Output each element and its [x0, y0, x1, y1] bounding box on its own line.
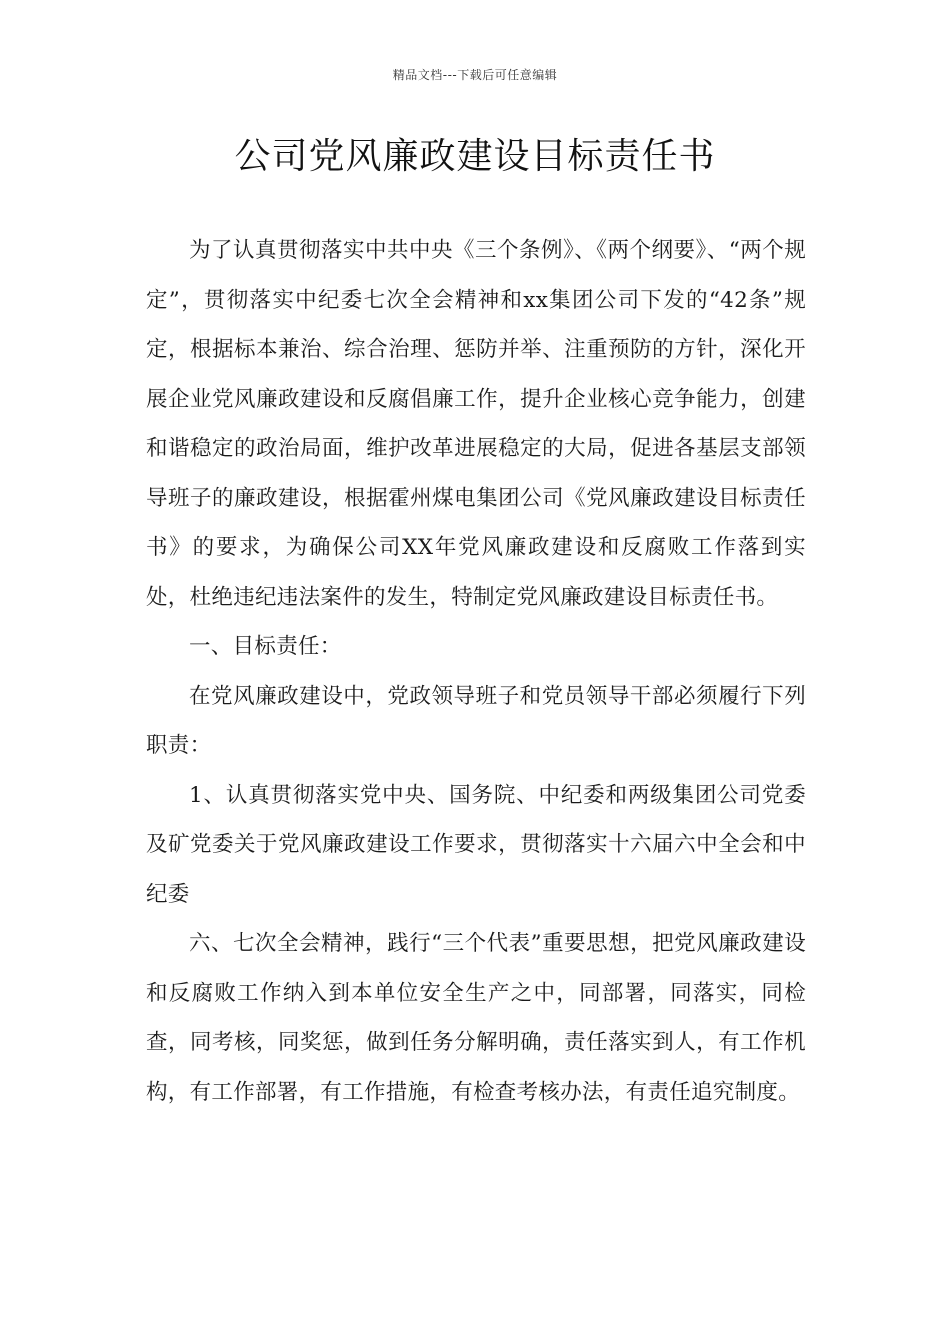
paragraph-intro: 为了认真贯彻落实中共中央《三个条例》、《两个纲要》、“两个规定”，贯彻落实中纪委七次全会精神和xx集团公司下发的“42条”规定，根据标本兼治、综合治理、惩防并举、注重预防的方针，深化开展企业党风廉政建设和反腐倡廉工作，提升企业核心竞争能力，创建和谐稳定的政治局面，维护改革进展稳定的大局，促进各基层支部领导班子的廉政建设，根据霍州煤电集团公司《党风廉政建设目标责任书》的要求，为确保公司XX年党风廉政建设和反腐败工作落到实处，杜绝违纪违法案件的发生，特制定党风廉政建设目标责任书。 [146, 238, 806, 610]
section-heading-goal-responsibility: 一、目标责任： [189, 634, 342, 659]
paragraph-duties-intro: 在党风廉政建设中，党政领导班子和党员领导干部必须履行下列职责： [146, 683, 806, 758]
document-title: 公司党风廉政建设目标责任书 [234, 136, 716, 177]
document-body [146, 226, 806, 1117]
page-header: 精品文档---下载后可任意编辑 [392, 68, 558, 82]
paragraph-duty-1: 1、认真贯彻落实党中央、国务院、中纪委和两级集团公司党委及矿党委关于党风廉政建设工作要求，贯彻落实十六届六中全会和中纪委 [146, 782, 806, 907]
paragraph-duty-1-continued: 六、七次全会精神，践行“三个代表”重要思想，把党风廉政建设和反腐败工作纳入到本单位安全生产之中，同部署，同落实，同检查，同考核，同奖惩，做到任务分解明确，责任落实到人，有工作机构，有工作部署，有工作措施，有检查考核办法，有责任追究制度。 [146, 931, 806, 1105]
